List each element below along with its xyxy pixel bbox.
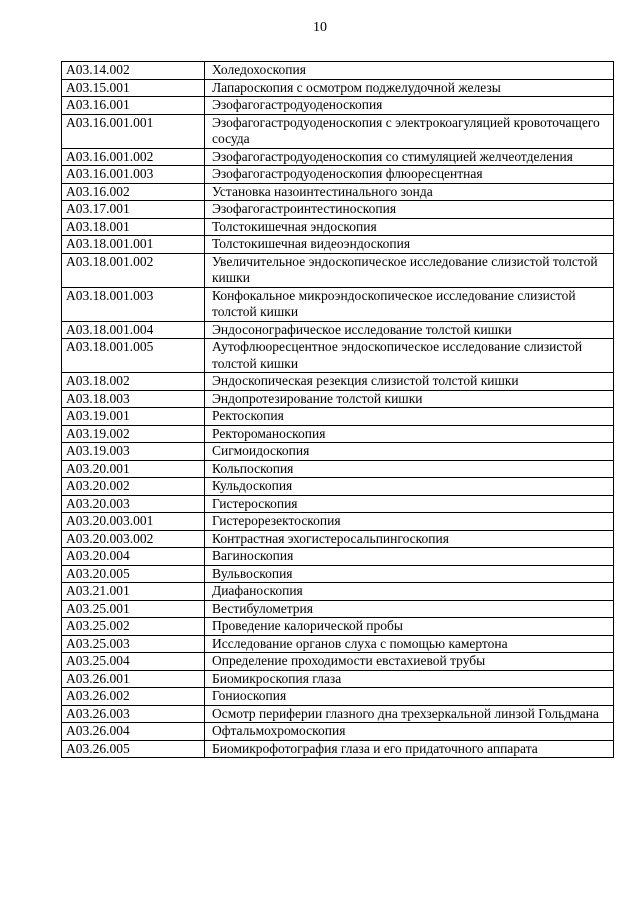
table-row [62,670,614,688]
service-name-cell: Исследование органов слуха с помощью камертона [205,635,614,653]
service-code-cell: A03.20.001 [62,460,205,478]
table-row [62,740,614,758]
table-row [62,97,614,115]
service-name-cell: Ректоскопия [205,408,614,426]
table-row [62,478,614,496]
table-row [62,723,614,741]
service-code-cell: A03.25.001 [62,600,205,618]
service-name-cell: Вульвоскопия [205,565,614,583]
service-code-cell: A03.16.001.003 [62,166,205,184]
table-row [62,513,614,531]
service-name-cell: Осмотр периферии глазного дна трехзеркальной линзой Гольдмана [205,705,614,723]
service-code-cell: A03.20.002 [62,478,205,496]
service-code-cell: A03.18.001.004 [62,321,205,339]
service-name-cell: Определение проходимости евстахиевой трубы [205,653,614,671]
service-code-cell: A03.18.001.005 [62,339,205,373]
service-code-cell: A03.19.002 [62,425,205,443]
service-name-cell: Эзофагогастроинтестиноскопия [205,201,614,219]
service-code-cell: A03.19.001 [62,408,205,426]
service-code-cell: A03.16.001 [62,97,205,115]
table-row [62,287,614,321]
service-name-cell: Эзофагогастродуоденоскопия флюоресцентная [205,166,614,184]
service-name-cell: Биомикрофотография глаза и его придаточного аппарата [205,740,614,758]
service-name-cell: Эндосонографическое исследование толстой кишки [205,321,614,339]
table-row [62,530,614,548]
table-row [62,653,614,671]
service-code-cell: A03.16.001.002 [62,148,205,166]
table-row [62,688,614,706]
service-code-cell: A03.18.001.003 [62,287,205,321]
service-code-cell: A03.25.003 [62,635,205,653]
service-code-cell: A03.18.003 [62,390,205,408]
service-code-cell: A03.26.003 [62,705,205,723]
table-row [62,253,614,287]
service-code-cell: A03.20.004 [62,548,205,566]
table-row [62,62,614,80]
service-code-cell: A03.18.002 [62,373,205,391]
service-name-cell: Лапароскопия с осмотром поджелудочной железы [205,79,614,97]
table-row [62,548,614,566]
table-row [62,339,614,373]
table-row [62,201,614,219]
service-name-cell: Ректороманоскопия [205,425,614,443]
service-code-cell: A03.18.001.001 [62,236,205,254]
service-code-cell: A03.16.001.001 [62,114,205,148]
table-row [62,425,614,443]
service-name-cell: Гистероскопия [205,495,614,513]
service-name-cell: Увеличительное эндоскопическое исследование слизистой толстой кишки [205,253,614,287]
service-name-cell: Диафаноскопия [205,583,614,601]
service-code-cell: A03.26.005 [62,740,205,758]
table-row [62,583,614,601]
services-table-body [62,62,614,758]
service-name-cell: Эзофагогастродуоденоскопия [205,97,614,115]
service-name-cell: Конфокальное микроэндоскопическое исследование слизистой толстой кишки [205,287,614,321]
table-row [62,166,614,184]
service-name-cell: Толстокишечная видеоэндоскопия [205,236,614,254]
service-name-cell: Гониоскопия [205,688,614,706]
service-code-cell: A03.16.002 [62,183,205,201]
table-row [62,148,614,166]
service-name-cell: Толстокишечная эндоскопия [205,218,614,236]
service-code-cell: A03.25.002 [62,618,205,636]
service-name-cell: Эндопротезирование толстой кишки [205,390,614,408]
service-code-cell: A03.20.003.001 [62,513,205,531]
service-name-cell: Кульдоскопия [205,478,614,496]
service-name-cell: Холедохоскопия [205,62,614,80]
service-name-cell: Аутофлюоресцентное эндоскопическое исследование слизистой толстой кишки [205,339,614,373]
service-code-cell: A03.17.001 [62,201,205,219]
service-code-cell: A03.18.001.002 [62,253,205,287]
service-name-cell: Контрастная эхогистеросальпингоскопия [205,530,614,548]
table-row [62,495,614,513]
service-name-cell: Эзофагогастродуоденоскопия с электрокоагуляцией кровоточащего сосуда [205,114,614,148]
service-name-cell: Вагиноскопия [205,548,614,566]
table-row [62,565,614,583]
table-row [62,390,614,408]
service-name-cell: Биомикроскопия глаза [205,670,614,688]
service-name-cell: Эзофагогастродуоденоскопия со стимуляцией желчеотделения [205,148,614,166]
service-code-cell: A03.20.005 [62,565,205,583]
service-name-cell: Офтальмохромоскопия [205,723,614,741]
service-code-cell: A03.14.002 [62,62,205,80]
service-code-cell: A03.15.001 [62,79,205,97]
service-code-cell: A03.21.001 [62,583,205,601]
service-name-cell: Сигмоидоскопия [205,443,614,461]
table-row [62,460,614,478]
table-row [62,373,614,391]
service-name-cell: Вестибулометрия [205,600,614,618]
service-code-cell: A03.20.003.002 [62,530,205,548]
table-row [62,79,614,97]
table-row [62,408,614,426]
table-row [62,218,614,236]
table-row [62,618,614,636]
service-code-cell: A03.19.003 [62,443,205,461]
service-code-cell: A03.26.002 [62,688,205,706]
service-code-cell: A03.26.004 [62,723,205,741]
service-code-cell: A03.18.001 [62,218,205,236]
services-table [61,61,614,758]
table-row [62,600,614,618]
table-row [62,705,614,723]
table-row [62,443,614,461]
table-row [62,114,614,148]
table-row [62,236,614,254]
service-name-cell: Установка назоинтестинального зонда [205,183,614,201]
service-code-cell: A03.25.004 [62,653,205,671]
table-row [62,183,614,201]
service-code-cell: A03.20.003 [62,495,205,513]
service-name-cell: Проведение калорической пробы [205,618,614,636]
service-name-cell: Эндоскопическая резекция слизистой толстой кишки [205,373,614,391]
table-row [62,321,614,339]
page-number: 10 [313,20,327,35]
service-code-cell: A03.26.001 [62,670,205,688]
table-row [62,635,614,653]
service-name-cell: Кольпоскопия [205,460,614,478]
service-name-cell: Гистерорезектоскопия [205,513,614,531]
